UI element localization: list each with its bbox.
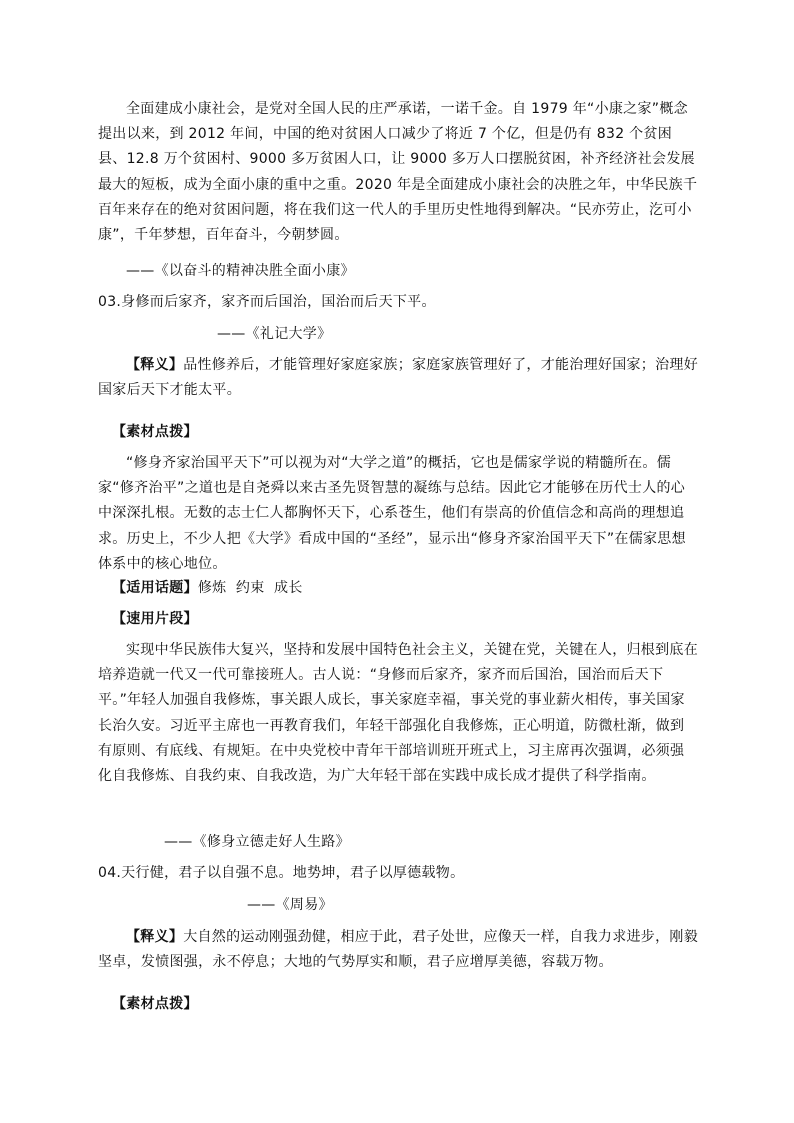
quick-use-label: 【速用片段】 xyxy=(112,611,198,627)
source-line: ——《修身立德走好人生路》 xyxy=(164,834,350,850)
explanation-paragraph xyxy=(98,353,698,403)
paragraph-xiaokang: 全面建成小康社会，是党对全国人民的庄严承诺，一诺千金。自 1979 年“小康之家”概念提出以来，到 2012 年间，中国的绝对贫困人口减少了将近 7 个亿，但是仍有 832 个贫困县、12.8 万个贫困村、9000 多万贫困人口，让 9000 多万人口摆脱贫困，补齐经济社会发展最大的短板，成为全面小康的重中之重。2020 年是全面建成小康社会的决胜之年，中华民族千百年来存在的绝对贫困问题，将在我们这一代人的手里历史性地得到解决。“民亦劳止，汔可小康”，千年梦想，百年奋斗，今朝梦圆。 xyxy=(98,101,698,244)
topic-list: 修炼 约束 成长 xyxy=(197,580,303,596)
explanation-label: 【释义】 xyxy=(126,357,184,373)
material-label: 【素材点拨】 xyxy=(112,424,198,440)
explanation-label: 【释义】 xyxy=(126,929,184,945)
source-line: ——《以奋斗的精神决胜全面小康》 xyxy=(126,263,355,279)
quote-03: 03.身修而后家齐，家齐而后国治，国治而后天下平。 xyxy=(98,294,436,310)
source-line: ——《周易》 xyxy=(247,897,333,913)
explanation-text: 大自然的运动刚强劲健，相应于此，君子处世，应像天一样，自我力求进步，刚毅坚卓，发愤图强，永不停息；大地的气势厚实和顺，君子应增厚美德，容载万物。 xyxy=(98,929,699,971)
material-paragraph: “修身齐家治国平天下”可以视为对“大学之道”的概括，它也是儒家学说的精髓所在。儒家“修齐治平”之道也是自尧舜以来古圣先贤智慧的凝练与总结。因此它才能够在历代士人的心中深深扎根。无数的志士仁人都胸怀天下，心系苍生，他们有崇高的价值信念和高尚的理想追求。历史上，不少人把《大学》看成中国的“圣经”，显示出“修身齐家治国平天下”在儒家思想体系中的核心地位。 xyxy=(98,455,686,572)
explanation-text: 品性修养后，才能管理好家庭家族；家庭家族管理好了，才能治理好国家；治理好国家后天下才能太平。 xyxy=(98,357,699,399)
topic-label: 【适用话题】 xyxy=(112,580,198,596)
explanation-paragraph xyxy=(98,925,698,975)
quote-04: 04.天行健，君子以自强不息。地势坤，君子以厚德载物。 xyxy=(98,865,465,881)
topic-line xyxy=(98,578,712,598)
source-line: ——《礼记大学》 xyxy=(217,326,332,342)
quick-use-paragraph: 实现中华民族伟大复兴，坚持和发展中国特色社会主义，关键在党，关键在人，归根到底在培养造就一代又一代可靠接班人。古人说：“身修而后家齐，家齐而后国治，国治而后天下平。”年轻人加强自我修炼，事关跟人成长，事关家庭幸福，事关党的事业薪火相传，事关国家长治久安。习近平主席也一再教育我们，年轻干部强化自我修炼，正心明道，防微杜渐，做到有原则、有底线、有规矩。在中央党校中青年干部培训班开班式上，习主席再次强调，必须强化自我修炼、自我约束、自我改造，为广大年轻干部在实践中成长成才提供了科学指南。 xyxy=(98,642,698,785)
material-label: 【素材点拨】 xyxy=(112,996,198,1012)
